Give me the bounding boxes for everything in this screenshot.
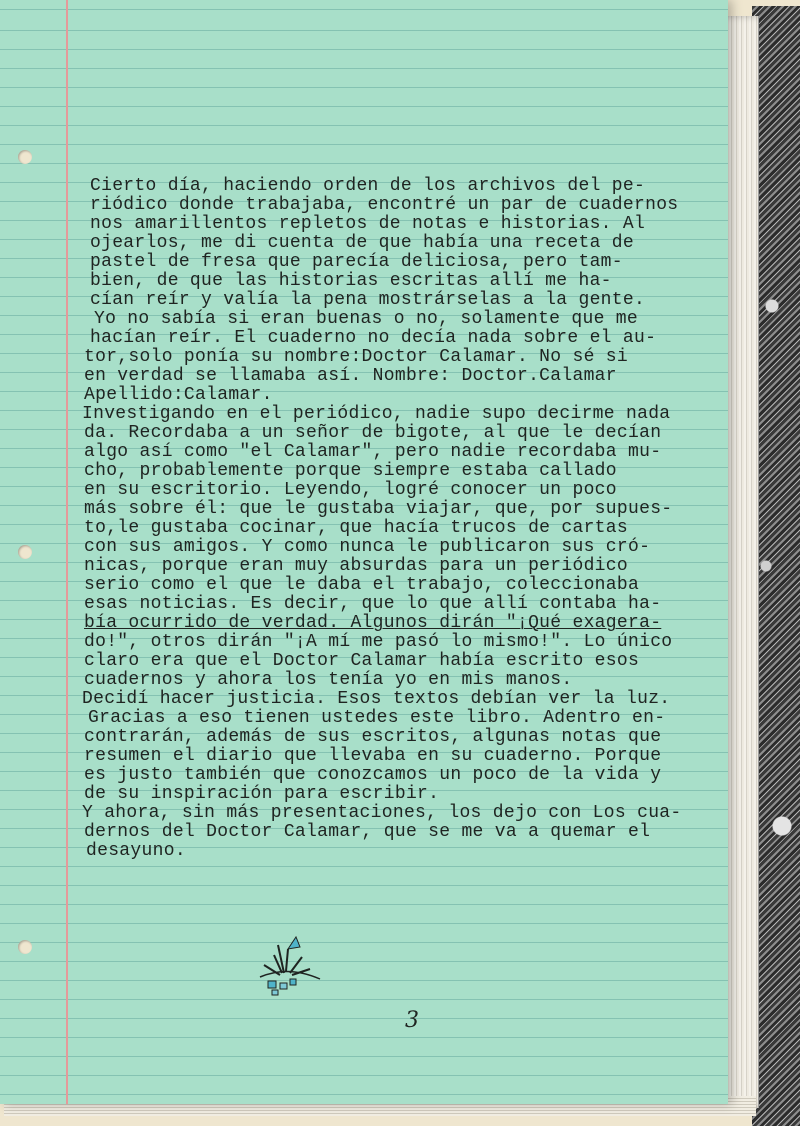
text-line: do!", otros dirán "¡A mí me pasó lo mismo!". Lo único bbox=[84, 632, 673, 652]
text-line: esas noticias. Es decir, que lo que allí contaba ha- bbox=[84, 594, 662, 614]
text-line: dernos del Doctor Calamar, que se me va a quemar el bbox=[84, 822, 651, 842]
text-line: más sobre él: que le gustaba viajar, que, por supues- bbox=[84, 499, 673, 519]
binder-hole bbox=[18, 150, 32, 164]
text-line: cuadernos y ahora los tenía yo en mis manos. bbox=[84, 670, 573, 690]
text-line: bien, de que las historias escritas allí me ha- bbox=[90, 271, 612, 291]
text-line: en su escritorio. Leyendo, logré conocer un poco bbox=[84, 480, 617, 500]
text-line: claro era que el Doctor Calamar había escrito esos bbox=[84, 651, 640, 671]
text-line: Decidí hacer justicia. Esos textos debían ver la luz. bbox=[82, 689, 671, 709]
plant-doodle-icon bbox=[252, 935, 324, 997]
text-line: Cierto día, haciendo orden de los archivos del pe- bbox=[90, 176, 646, 196]
text-line: nicas, porque eran muy absurdas para un periódico bbox=[84, 556, 628, 576]
text-line: con sus amigos. Y como nunca le publicaron sus cró- bbox=[84, 537, 651, 557]
text-line: de su inspiración para escribir. bbox=[84, 784, 440, 804]
text-line: en verdad se llamaba así. Nombre: Doctor.Calamar bbox=[84, 366, 617, 386]
text-line: ojearlos, me di cuenta de que había una receta de bbox=[90, 233, 634, 253]
text-line: desayuno. bbox=[86, 841, 186, 861]
text-line: tor,solo ponía su nombre:Doctor Calamar. No sé si bbox=[84, 347, 628, 367]
text-line: es justo también que conozcamos un poco de la vida y bbox=[84, 765, 662, 785]
book-cover bbox=[752, 6, 800, 1126]
binder-hole bbox=[18, 545, 32, 559]
page-number: 3 bbox=[405, 1008, 419, 1033]
text-line: nos amarillentos repletos de notas e historias. Al bbox=[90, 214, 646, 234]
text-line: Apellido:Calamar. bbox=[84, 385, 273, 405]
text-line: contrarán, además de sus escritos, algunas notas que bbox=[84, 727, 662, 747]
text-line: Gracias a eso tienen ustedes este libro. Adentro en- bbox=[88, 708, 666, 728]
text-line: cho, probablemente porque siempre estaba callado bbox=[84, 461, 617, 481]
text-line: Y ahora, sin más presentaciones, los dejo con Los cua- bbox=[82, 803, 682, 823]
binder-hole bbox=[18, 940, 32, 954]
text-line: serio como el que le daba el trabajo, coleccionaba bbox=[84, 575, 640, 595]
text-line: algo así como "el Calamar", pero nadie recordaba mu- bbox=[84, 442, 662, 462]
text-line: da. Recordaba a un señor de bigote, al que le decían bbox=[84, 423, 662, 443]
text-line: to,le gustaba cocinar, que hacía trucos de cartas bbox=[84, 518, 628, 538]
text-line: Yo no sabía si eran buenas o no, solamente que me bbox=[94, 309, 638, 329]
text-line: hacían reír. El cuaderno no decía nada sobre el au- bbox=[90, 328, 657, 348]
underlined-text-line: bía ocurrido de verdad. Algunos dirán "¡Qué exagera- bbox=[84, 613, 662, 633]
text-line: cían reír y valía la pena mostrárselas a la gente. bbox=[90, 290, 646, 310]
text-line: riódico donde trabajaba, encontré un par de cuadernos bbox=[90, 195, 679, 215]
text-line: resumen el diario que llevaba en su cuaderno. Porque bbox=[84, 746, 662, 766]
text-line: Investigando en el periódico, nadie supo decirme nada bbox=[82, 404, 671, 424]
text-line: pastel de fresa que parecía deliciosa, pero tam- bbox=[90, 252, 623, 272]
typed-text-block bbox=[80, 177, 710, 861]
